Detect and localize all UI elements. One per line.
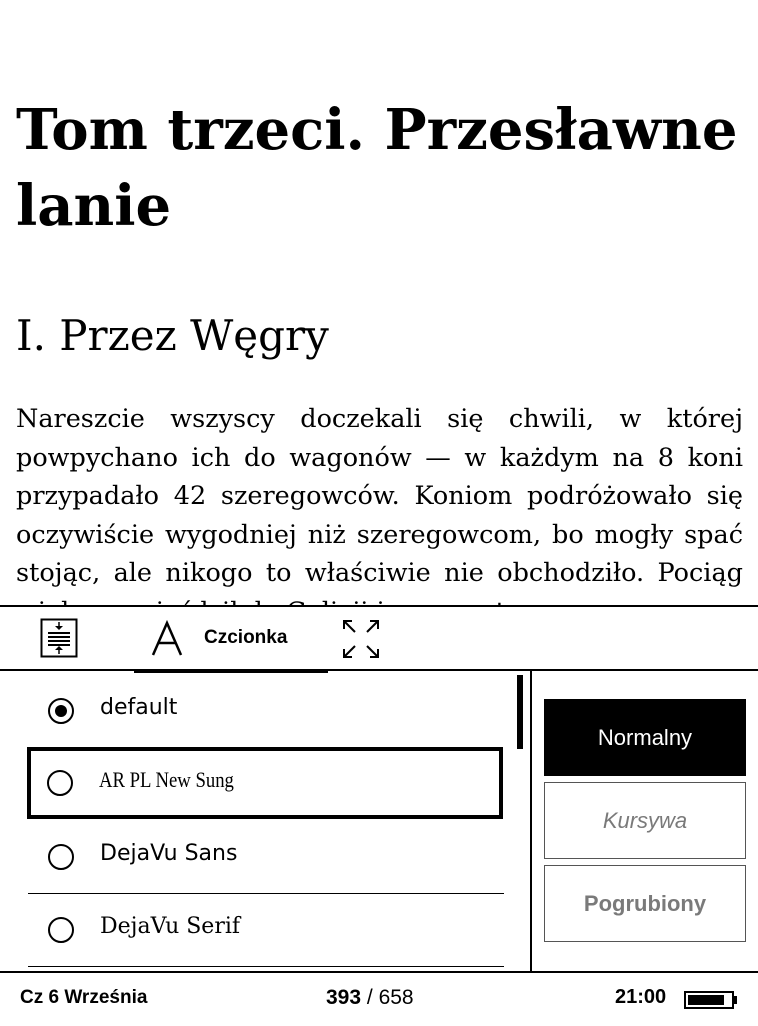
normal-style-button[interactable]: Normalny	[544, 699, 746, 776]
fullscreen-icon	[342, 619, 380, 659]
italic-style-button[interactable]: Kursywa	[544, 782, 746, 859]
page-separator: /	[361, 986, 379, 1009]
chapter-title: I. Przez Węgry	[16, 311, 329, 360]
font-settings-panel	[0, 605, 758, 973]
radio-unchecked-icon	[48, 917, 74, 943]
font-list-scrollbar[interactable]	[517, 675, 523, 749]
tab-font[interactable]	[134, 607, 328, 671]
text-layout-icon	[40, 618, 78, 658]
page-counter[interactable]	[326, 986, 414, 1010]
font-option-label: DejaVu Sans	[100, 841, 238, 866]
font-option-dejavu-sans[interactable]	[28, 821, 504, 894]
status-time: 21:00	[615, 986, 667, 1008]
bold-style-button[interactable]: Pogrubiony	[544, 865, 746, 942]
total-pages: 658	[378, 986, 414, 1009]
tab-layout[interactable]	[40, 618, 78, 658]
font-option-dejavu-serif[interactable]	[28, 894, 504, 967]
book-title: Tom trzeci. Przesławne lanie	[16, 97, 738, 239]
radio-checked-icon	[48, 698, 74, 724]
font-option-label: default	[100, 695, 178, 720]
font-list[interactable]	[0, 671, 532, 971]
letter-a-icon	[150, 621, 184, 657]
tab-fullscreen[interactable]	[342, 619, 380, 659]
settings-tabbar	[0, 607, 758, 671]
battery-icon	[684, 991, 738, 1009]
current-page: 393	[326, 986, 362, 1009]
font-option-label: AR PL New Sung	[99, 767, 234, 792]
status-date: Cz 6 Września	[20, 987, 148, 1008]
radio-unchecked-icon	[48, 844, 74, 870]
tab-font-label: Czcionka	[204, 627, 288, 648]
font-option-label: DejaVu Serif	[100, 914, 241, 939]
status-bar	[0, 971, 758, 1026]
font-option-default[interactable]	[28, 675, 504, 745]
radio-unchecked-icon	[47, 770, 73, 796]
book-paragraph: Nareszcie wszyscy doczekali się chwili, w której powpychano ich do wagonów — w każdym na 8 koni przypadało 42 szeregowców. Koniom podróżowało się oczywiście wygodniej niż szeregowcom, bo mogły spać stojąc, ale nikogo to właściwie nie obchodziło. Pociąg	[16, 404, 743, 588]
font-option-ar-pl-new-sung[interactable]	[27, 747, 503, 819]
